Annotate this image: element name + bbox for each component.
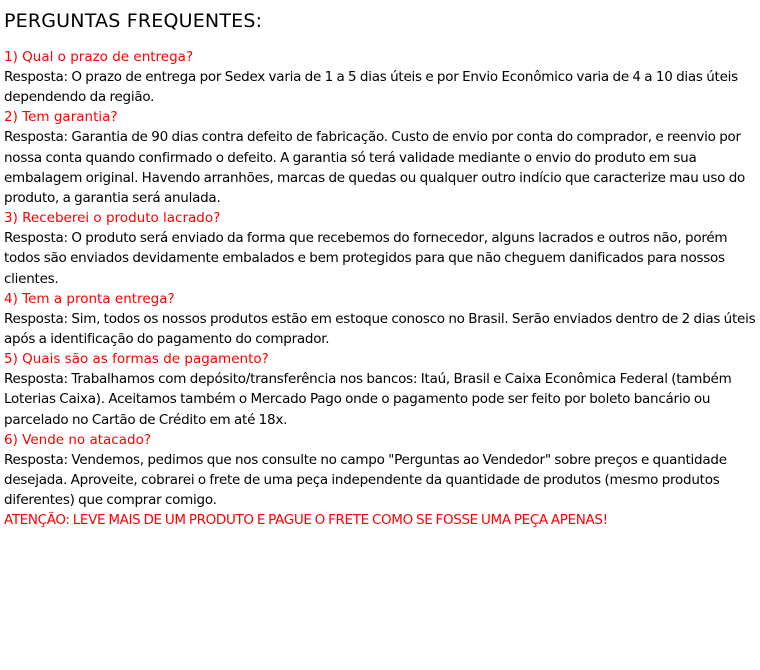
faq-item-2	[4, 107, 758, 208]
faq-answer-5: Resposta: Trabalhamos com depósito/transferência nos bancos: Itaú, Brasil e Caixa Econômica Federal (também Loterias Caixa). Aceitamos também o Mercado Pago onde o pagamento pode ser feito por boleto bancário ou parcelado no Cartão de Crédito em até 18x.	[4, 371, 732, 428]
faq-item-5	[4, 349, 758, 430]
faq-question-2: 2) Tem garantia?	[4, 109, 118, 126]
faq-answer-3: Resposta: O produto será enviado da forma que recebemos do fornecedor, alguns lacrados e outros não, porém todos são enviados devidamente embalados e bem protegidos para que não cheguem danificados para nossos clientes.	[4, 230, 728, 287]
faq-item-6	[4, 430, 758, 511]
faq-answer-6: Resposta: Vendemos, pedimos que nos consulte no campo "Perguntas ao Vendedor" sobre preços e quantidade desejada. Aproveite, cobrarei o frete de uma peça independente da quantidade de produtos (mesmo produtos diferentes) que comprar comigo.	[4, 451, 727, 509]
faq-answer-1: Resposta: O prazo de entrega por Sedex varia de 1 a 5 dias úteis e por Envio Econômico varia de 4 a 10 dias úteis dependendo da região.	[4, 69, 738, 106]
faq-item-4	[4, 289, 758, 349]
faq-question-6: 6) Vende no atacado?	[4, 431, 151, 448]
faq-question-1: 1) Qual o prazo de entrega?	[4, 49, 194, 65]
faq-item-1	[4, 47, 758, 107]
faq-item-3	[4, 208, 758, 289]
faq-question-4: 4) Tem a pronta entrega?	[4, 290, 175, 307]
faq-question-3: 3) Receberei o produto lacrado?	[4, 210, 221, 227]
faq-answer-2: Resposta: Garantia de 90 dias contra defeito de fabricação. Custo de envio por conta do comprador, e reenvio por nossa conta quando confirmado o defeito. A garantia só terá validade mediante o envio do produto em sua embalagem original. Havendo arranhões, marcas de quedas ou qualquer outro indício que caracterize mau uso do produto, a garantia será anulada.	[4, 129, 746, 207]
faq-answer-4: Resposta: Sim, todos os nossos produtos estão em estoque conosco no Brasil. Serão enviados dentro de 2 dias úteis após a identificação do pagamento do comprador.	[4, 310, 756, 348]
faq-section	[4, 8, 758, 530]
faq-question-5: 5) Quais são as formas de pagamento?	[4, 351, 269, 368]
page-title: PERGUNTAS FREQUENTES:	[4, 10, 263, 32]
warning-text: ATENÇÃO: LEVE MAIS DE UM PRODUTO E PAGUE O FRETE COMO SE FOSSE UMA PEÇA APENAS!	[4, 512, 608, 529]
